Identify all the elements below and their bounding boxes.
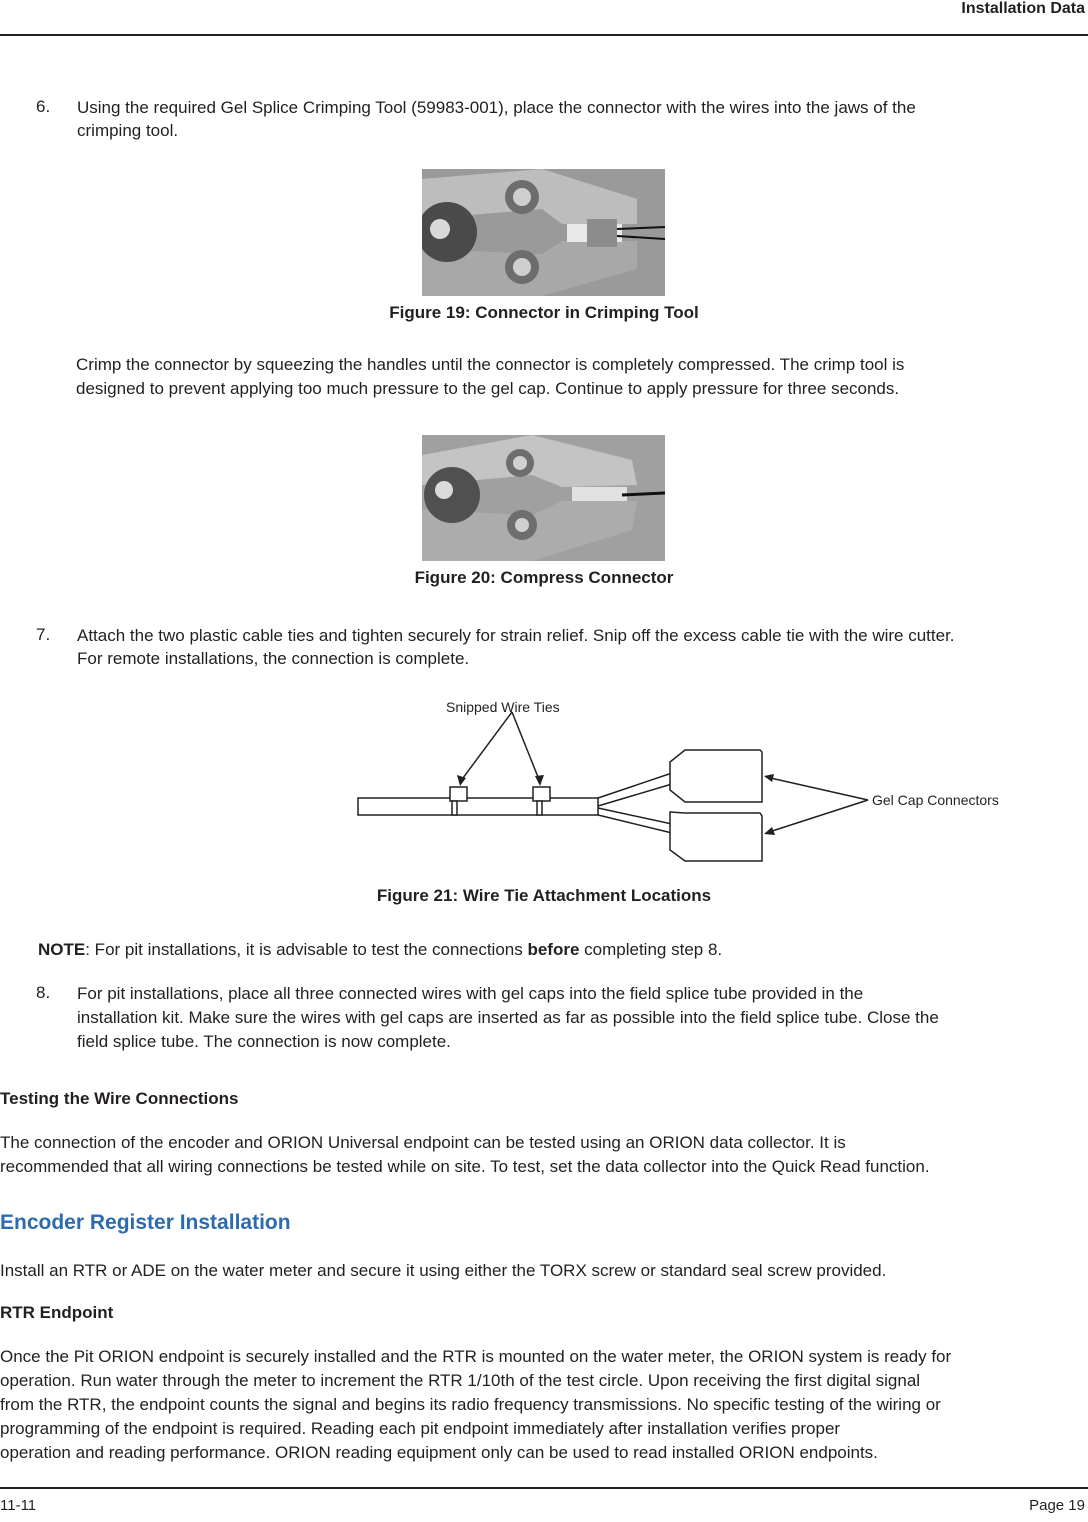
note-bold-word: before: [527, 940, 580, 959]
step-6-number: 6.: [36, 97, 51, 116]
step-8-line-2: installation kit. Make sure the wires with gel caps are inserted as far as possible into the field splice tube. Close the: [77, 1008, 939, 1027]
step-7-number: 7.: [36, 625, 51, 644]
encoder-heading: Encoder Register Installation: [0, 1211, 291, 1234]
step-8-line-3: field splice tube. The connection is now complete.: [77, 1032, 451, 1051]
figure-21-caption: Figure 21: Wire Tie Attachment Locations: [376, 886, 712, 905]
testing-heading: Testing the Wire Connections: [0, 1089, 239, 1108]
step-6-line-1: Using the required Gel Splice Crimping Tool (59983-001), place the connector with the wires into the jaws of the: [77, 98, 916, 117]
crimp-paragraph-line-1: Crimp the connector by squeezing the handles until the connector is completely compressed. The crimp tool is: [76, 355, 905, 374]
rtr-line-2: operation. Run water through the meter to increment the RTR 1/10th of the test circle. Upon receiving the first digital signal: [0, 1371, 921, 1390]
gel-cap-connectors-label: Gel Cap Connectors: [872, 792, 999, 808]
step-7-line-2: For remote installations, the connection is complete.: [77, 649, 470, 668]
footer-rule: [0, 1487, 1088, 1489]
step-8-line-1: For pit installations, place all three connected wires with gel caps into the field splice tube provided in the: [77, 984, 864, 1003]
note-label: NOTE: [38, 940, 86, 959]
testing-line-1: The connection of the encoder and ORION Universal endpoint can be tested using an ORION data collector. It is: [0, 1133, 846, 1152]
step-8-number: 8.: [36, 983, 51, 1002]
rtr-line-4: programming of the endpoint is required. Reading each pit endpoint immediately after installation verifies proper: [0, 1419, 841, 1438]
rtr-line-5: operation and reading performance. ORION reading equipment only can be used to read installed ORION endpoints.: [0, 1443, 878, 1462]
page-number: Page 19: [1029, 1497, 1085, 1514]
wire-tie-diagram: [340, 690, 1040, 870]
figure-20-caption: Figure 20: Compress Connector: [414, 568, 674, 587]
snipped-wire-ties-label: Snipped Wire Ties: [446, 699, 560, 715]
header-rule: [0, 34, 1088, 36]
rtr-line-3: from the RTR, the endpoint counts the signal and begins its radio frequency transmissions. No specific testing of the wiring or: [0, 1395, 941, 1414]
note-text-2: completing step 8.: [579, 940, 723, 959]
rtr-heading: RTR Endpoint: [0, 1303, 114, 1322]
step-6-line-2: crimping tool.: [77, 121, 179, 140]
note-text-1: : For pit installations, it is advisable to test the connections: [85, 940, 528, 959]
testing-line-2: recommended that all wiring connections be tested while on site. To test, set the data collector into the Quick Read function.: [0, 1157, 930, 1176]
crimp-paragraph-line-2: designed to prevent applying too much pressure to the gel cap. Continue to apply pressure for three seconds.: [76, 379, 900, 398]
page-header-title: Installation Data: [961, 0, 1085, 17]
figure-19-caption: Figure 19: Connector in Crimping Tool: [389, 303, 699, 322]
rtr-line-1: Once the Pit ORION endpoint is securely installed and the RTR is mounted on the water meter, the ORION system is ready for: [0, 1347, 952, 1366]
step-7-line-1: Attach the two plastic cable ties and tighten securely for strain relief. Snip off the excess cable tie with the wire cutter.: [77, 626, 955, 645]
crimping-tool-photo: [422, 169, 665, 296]
encoder-line-1: Install an RTR or ADE on the water meter and secure it using either the TORX screw or standard seal screw provided.: [0, 1261, 887, 1280]
footer-left: 11-11: [0, 1497, 37, 1514]
note: [38, 938, 722, 961]
compress-connector-photo: [422, 435, 665, 561]
